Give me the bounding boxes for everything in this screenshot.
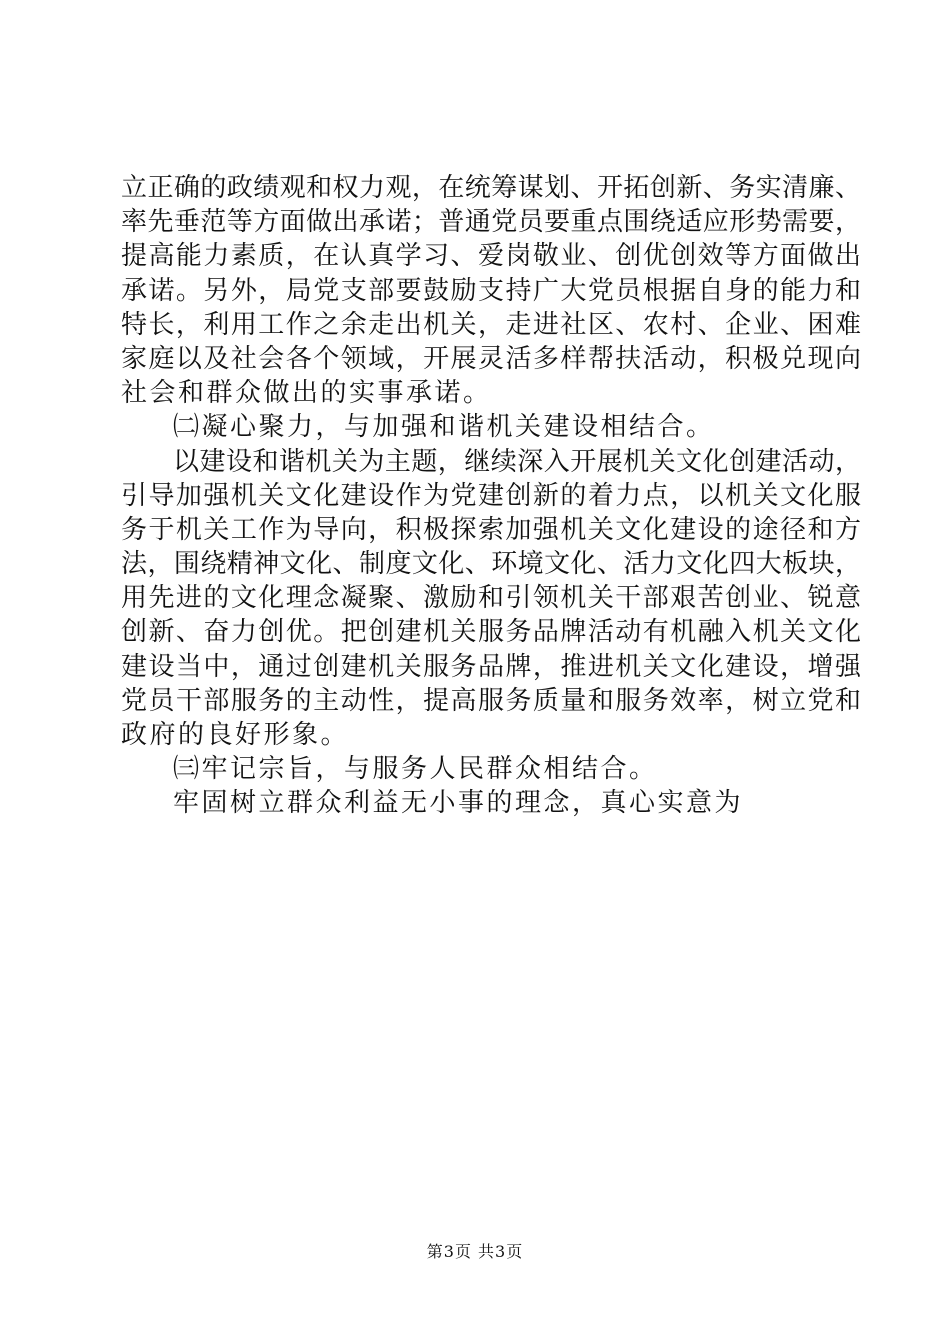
text-line: 特长，利用工作之余走出机关，走进社区、农村、企业、困难 <box>121 309 861 340</box>
text-line: 提高能力素质，在认真学习、爱岗敬业、创优创效等方面做出 <box>121 241 861 272</box>
text-line: 牢固树立群众利益无小事的理念，真心实意为 <box>173 788 744 819</box>
text-line: 政府的良好形象。 <box>121 720 350 750</box>
text-line: 务于机关工作为导向，积极探索加强机关文化建设的途径和方 <box>121 514 861 545</box>
text-line: ㈡凝心聚力，与加强和谐机关建设相结合。 <box>173 412 715 443</box>
text-line: 以建设和谐机关为主题，继续深入开展机关文化创建活动， <box>173 446 861 477</box>
text-line: 党员干部服务的主动性，提高服务质量和服务效率，树立党和 <box>121 685 861 716</box>
text-line: 立正确的政绩观和权力观，在统筹谋划、开拓创新、务实清廉、 <box>121 173 861 203</box>
page-footer: 第3页 共3页 <box>426 1242 524 1261</box>
text-line: 引导加强机关文化建设作为党建创新的着力点，以机关文化服 <box>121 480 861 511</box>
text-line: 承诺。另外，局党支部要鼓励支持广大党员根据自身的能力和 <box>121 275 861 306</box>
text-line: 用先进的文化理念凝聚、激励和引领机关干部艰苦创业、锐意 <box>121 583 861 614</box>
document-body <box>121 171 861 821</box>
text-line: 家庭以及社会各个领域，开展灵活多样帮扶活动，积极兑现向 <box>121 343 861 374</box>
text-line: 创新、奋力创优。把创建机关服务品牌活动有机融入机关文化 <box>121 617 861 648</box>
text-line: 建设当中，通过创建机关服务品牌，推进机关文化建设，增强 <box>121 651 861 682</box>
text-line: 率先垂范等方面做出承诺；普通党员要重点围绕适应形势需要， <box>121 207 861 238</box>
text-line: 法，围绕精神文化、制度文化、环境文化、活力文化四大板块， <box>121 549 861 580</box>
text-line: ㈢牢记宗旨，与服务人民群众相结合。 <box>173 754 658 785</box>
text-line: 社会和群众做出的实事承诺。 <box>121 378 492 409</box>
